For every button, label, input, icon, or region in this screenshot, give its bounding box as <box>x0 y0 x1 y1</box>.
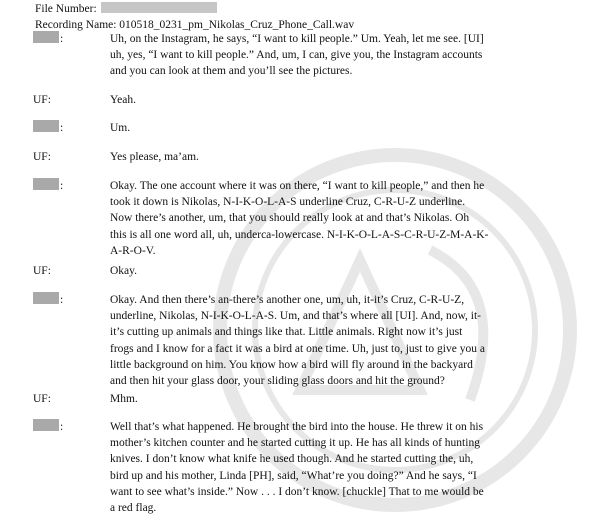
speaker-label: UF: <box>33 151 51 163</box>
utterance-text: Um. <box>110 122 131 134</box>
speaker-redaction <box>33 292 59 304</box>
utterance-text: Okay. The one account where it was on there, “I want to kill people,” and then he took it down is Nikolas, N-I-K-O-L-A-S underline Cruz, C-R-U-Z underline. Now there’s another, um, that you should really look at and that’s Nikolas. Oh this is all one word all, uh, underca-lowercase. N-I-K-O-L-A-S-C-R-U-Z-M-A-K- A-R-O-V. <box>110 180 489 257</box>
recording-name: Recording Name: 010518_0231_pm_Nikolas_Cruz_Phone_Call.wav <box>35 19 355 31</box>
utterance-text: Okay. <box>110 265 138 277</box>
speaker-label: UF: <box>33 94 51 106</box>
speaker-label <box>33 419 63 435</box>
utterance-text: Mhm. <box>110 393 138 405</box>
speaker-label <box>33 120 63 136</box>
speaker-label: UF: <box>33 265 51 277</box>
speaker-redaction <box>33 120 59 132</box>
file-number-line <box>35 1 354 17</box>
speaker-colon: : <box>60 122 64 134</box>
speaker-label <box>33 292 63 308</box>
speaker-redaction <box>33 178 59 190</box>
speaker-colon: : <box>60 421 64 433</box>
speaker-colon: : <box>60 33 64 45</box>
utterance-text: Okay. And then there’s an-there’s another one, um, uh, it-it’s Cruz, C-R-U-Z, underline, Nikolas, N-I-K-O-L-A-S. Um, and that’s where all [UI]. And, now, it- it’s cutting up animals and things like that. Little animals. Right now it’s just frogs and I know for a fact it was a bird at one time. Uh, just to, just to give you a little background on him. You know how a bird will fly around in the backyard and then hit your glass door, your sliding glass doors and hit the ground? <box>110 294 485 388</box>
utterance-text: Uh, on the Instagram, he says, “I want to kill people.” Um. Yeah, let me see. [UI] uh, yes, “I want to kill people.” And, um, I can, give you, the Instagram accounts and you can look at them and you’ll see the pictures. <box>110 33 484 78</box>
speaker-colon: : <box>60 180 64 192</box>
utterance-text: Well that’s what happened. He brought the bird into the house. He threw it on his mother’s kitchen counter and he started cutting it up. He has all kinds of hunting knives. I don’t know what knife he used though. And he started cutting the, uh, bird up and his mother, Linda [PH], said, “What’re you doing?” And he says, “I want to see what’s inside.” Now . . . I don’t know. [chuckle] That to me would be a red flag. <box>110 421 484 515</box>
file-number-redaction <box>101 2 217 13</box>
speaker-label <box>33 31 63 47</box>
document-header <box>35 1 354 33</box>
speaker-label: UF: <box>33 393 51 405</box>
utterance-text: Yes please, ma’am. <box>110 151 199 163</box>
speaker-redaction <box>33 31 59 43</box>
file-number-label: File Number: <box>35 3 97 15</box>
speaker-redaction <box>33 419 59 431</box>
utterance-text: Yeah. <box>110 94 136 106</box>
speaker-label <box>33 178 63 194</box>
speaker-colon: : <box>60 294 64 306</box>
